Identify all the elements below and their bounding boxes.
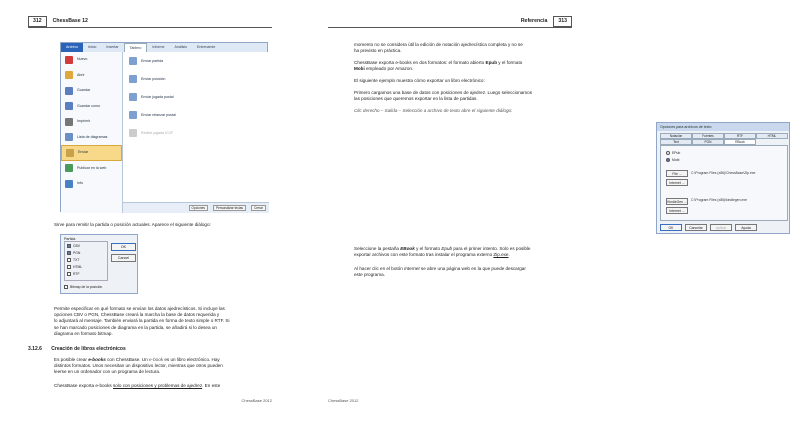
menu-item-icon [65,133,73,141]
send-submenu [123,52,269,202]
ribbon-bottom-button[interactable]: Personalizar teclas [213,205,246,211]
para-3: El siguiente ejemplo muestra cómo exportar un libro electrónico: [354,78,485,83]
para-1 [354,42,576,54]
book-title: ChessBase 12 [52,17,88,24]
line: las posiciones que queremos exportar en la lista de partidas. [354,96,478,102]
checkbox-icon [64,285,68,289]
submenu-item-label: Enviar relanzar postal [141,112,176,117]
submenu-item-icon [129,75,137,83]
dialog-tab[interactable]: PGN [692,139,724,145]
dialog-tab[interactable]: Text [660,139,692,145]
dialog-footer [660,224,788,231]
section-number: 3.12.6 [28,346,42,352]
para-send: Sirve para remitir la partida o posición actuales. Aparece el siguiente diálogo: [54,222,211,227]
submenu-item[interactable] [123,106,269,124]
menu-item-icon [65,180,73,188]
group-label: Partida [64,237,76,241]
section-heading [28,346,126,353]
line: este programa. [354,272,385,278]
dialog-title: Opciones para archivos de texto [657,123,789,131]
line: distintos formatos. Unos necesitan un dispositivo lector, mientras que otros pueden [54,363,223,369]
ribbon-tab[interactable]: Tablero [124,43,148,52]
line: Primero cargamos una base de datos con posiciones de ajedrez. Luego seleccionamos [354,90,532,95]
line: Es posible crear e-books con ChessBase. Un e-book es un libro electrónico. Hay [54,357,220,362]
ribbon-tab[interactable]: Informe [152,45,165,49]
menu-item-label: Abrir [77,72,85,77]
format-checkbox[interactable] [67,258,79,263]
line: Mobi empleado por Amazon. [354,66,414,72]
ribbon-tab[interactable]: Entrenamie [196,45,216,49]
menu-item-label: Publicar en la web [77,165,107,170]
kindlegen-button[interactable]: KindleGen ... [667,200,687,204]
dialog-footer-button[interactable]: Ayuda [735,224,757,231]
dialog-footer-button[interactable]: OK [660,224,682,231]
para-formats [54,306,276,337]
radio-label: Mobi [672,158,680,162]
radio-mobi[interactable] [666,158,679,163]
menu-item-icon [65,56,73,64]
checkbox-icon [67,265,71,269]
page-number: 313 [553,16,572,27]
submenu-item[interactable] [123,70,269,88]
menu-item[interactable] [61,130,122,146]
section-title: Creación de libros electrónicos [51,346,126,352]
submenu-item-icon [129,93,137,101]
menu-item-label: Guardar [77,88,91,93]
line: opciones CBV o PGN, ChessBase creará la marcha la base de datos requerida y [54,312,220,318]
checkbox-label: RTF [73,272,80,276]
submenu-item-label: Recibir jugada ICCF [141,130,174,135]
checkbox-label: PGN [73,251,81,255]
menu-item-icon [65,102,73,110]
page-footer: ChessBase 2012 [241,398,272,403]
page-footer: ChessBase 2012 [328,398,359,403]
send-dialog [60,234,138,294]
internet-button-2[interactable]: Internet ... [666,207,688,214]
file-menu [61,52,123,213]
menu-item[interactable] [61,52,122,68]
cancel-button[interactable]: Cancel [111,254,136,262]
ribbon-tab[interactable]: Inicio [87,45,97,49]
dialog-footer-button[interactable]: Cancelar [685,224,707,231]
line: leerse en un ordenador con un programa de lectura. [54,369,161,375]
bitmap-label: Bitmap de la posición [70,285,103,289]
ribbon-bottom-button[interactable]: Opciones [189,205,208,211]
page-header [328,16,572,28]
ribbon-tab[interactable]: Archivo [61,43,83,52]
menu-item-label: Nuevo [77,57,88,62]
para-6 [354,246,578,258]
menu-item[interactable] [61,114,122,130]
radio-epub[interactable] [666,151,680,156]
bitmap-checkbox[interactable] [64,285,102,290]
format-checkbox[interactable] [67,265,82,270]
format-checkbox[interactable] [67,244,80,249]
internet-button-1[interactable]: Internet ... [666,179,688,186]
radio-label: EPub [672,151,681,155]
menu-item[interactable] [61,83,122,99]
para-ebook [54,357,276,376]
ribbon-tab[interactable]: Análisis [174,45,187,49]
menu-item-icon [66,149,74,157]
export-dialog [656,122,790,234]
line: Seleccione la pestaña EBook y el formato Epub para el primer intento. Solo es posible [354,246,531,251]
menu-item[interactable] [61,99,122,115]
checkbox-label: TXT [73,258,80,262]
submenu-item-icon [129,57,137,65]
checkbox-icon [67,272,71,276]
menu-item-label: Enviar [78,150,89,155]
right-page [300,0,777,424]
dialog-tab[interactable]: Notación [660,133,692,139]
menu-item-icon [65,87,73,95]
page-header [28,16,272,28]
submenu-item [123,124,269,142]
menu-item-label: Lista de diagramas [77,134,108,139]
kindle-path: C:\Program Files (x86)\kindlegen.exe [691,198,747,202]
menu-item-label: Imprimir [77,119,90,124]
ribbon-screenshot [60,42,268,212]
ribbon-bottom-button[interactable]: Cerrar [251,205,266,211]
radio-icon [666,158,670,162]
para-5: Clic derecho – Salida – Selección a archivo de texto abre el siguiente diálogo: [354,108,513,113]
format-checkbox[interactable] [67,251,80,256]
submenu-item-label: Enviar posición [141,76,166,81]
line: Permite especificar en qué formato se envían los datos ajedrecísticos. Si incluye las [54,306,225,311]
line: ChessBase exporta e-books en dos formatos: el formato abierto Epub y el formato [354,60,523,65]
menu-item-icon [65,118,73,126]
menu-item[interactable] [61,176,122,192]
line: exportar archivos con este formato tras instalar el programa externo Zip.exe. [354,252,510,258]
dialog-tab[interactable]: HTML [756,133,788,139]
line: se han marcado posiciones de diagrama en la partida, se añadirá si lo desea un [54,324,217,330]
para-7 [354,266,578,278]
format-checkbox[interactable] [67,272,80,277]
dialog-tab[interactable]: Fuentes [692,133,724,139]
submenu-item-label: Enviar partida [141,58,164,63]
page-number: 312 [28,16,47,27]
submenu-item-icon [129,111,137,119]
line: diagrama en formato bitmap. [54,330,113,336]
line: momento no se considera útil la edición de notación ajedrecística completa y no se [354,42,523,47]
menu-item-label: Info [77,181,83,186]
menu-item[interactable] [61,161,122,177]
checkbox-label: HTML [73,265,83,269]
zip-path: C:\Program Files (x86)\ChessBase\Zip.exe [691,171,756,175]
menu-item-icon [65,164,73,172]
line: ha previsto en práctica. [354,48,402,54]
checkbox-icon [67,251,71,255]
submenu-item[interactable] [123,88,269,106]
ebook-panel [660,145,788,221]
submenu-item-icon [129,129,137,137]
checkbox-icon [67,258,71,262]
line: Al hacer clic en el botón Internet se abre una página web en la que puede descargar [354,266,526,271]
dialog-footer-button[interactable]: Aplicar [710,224,732,231]
checkbox-icon [67,244,71,248]
menu-item-label: Guardar como [77,103,100,108]
line: lo adjuntará al mensaje. También enviará la partida en forma de texto simple o RTF. Si [54,318,230,324]
submenu-item[interactable] [123,52,269,70]
left-page [0,0,300,424]
ribbon-tabs [61,43,267,52]
radio-icon [666,151,670,155]
ribbon-bottom-bar [123,202,269,213]
dialog-tab[interactable]: EBook [724,139,756,145]
checkbox-label: CBV [73,244,80,248]
dialog-tabs [660,133,788,145]
para-4 [354,90,576,102]
para-2 [354,60,576,72]
menu-item[interactable] [61,145,122,161]
dialog-tab[interactable]: RTF [724,133,756,139]
chapter-title: Referencia [520,17,548,24]
file-button[interactable]: File ... [666,170,688,177]
ribbon-tab[interactable]: Insertar [106,45,119,49]
menu-item-icon [65,71,73,79]
menu-item[interactable] [61,68,122,84]
ok-button[interactable]: OK [111,243,136,251]
submenu-item-label: Enviar jugada postal [141,94,174,99]
para-export: ChessBase exporta e-books solo con posiciones y problemas de ajedrez. En este [54,383,221,388]
